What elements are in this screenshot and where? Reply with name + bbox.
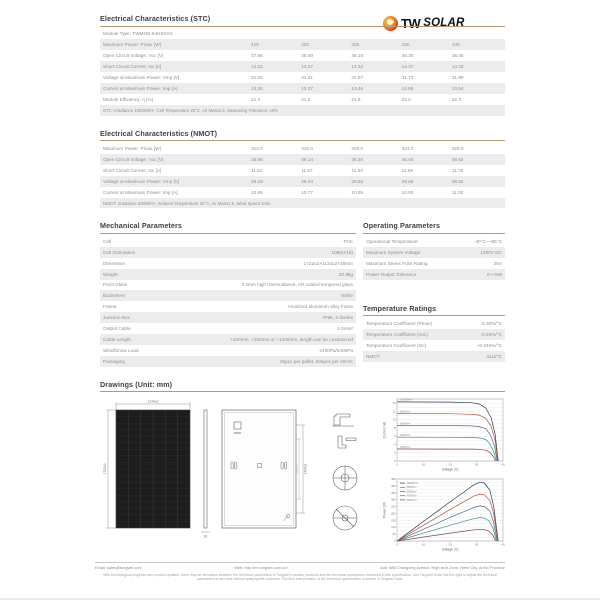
table-row: NMOT: Irradiance 800W/m², Ambient Temperature 20°C, Air Mass1.5, Wind Speed 1m/s — [100, 198, 505, 209]
section-title-drawings: Drawings (Unit: mm) — [100, 380, 505, 393]
table-row: Temperature Coefficient (Voc) -0.25%/°C — [363, 329, 505, 340]
technical-drawing — [100, 396, 378, 548]
svg-text:1000W/m²: 1000W/m² — [400, 398, 412, 402]
svg-text:1000W/m²: 1000W/m² — [406, 482, 419, 486]
svg-text:10: 10 — [421, 462, 426, 467]
table-row: Weight 20.9kg — [100, 269, 356, 280]
svg-text:30: 30 — [474, 462, 479, 467]
brand-name: TW — [401, 15, 421, 31]
svg-text:Voltage (V): Voltage (V) — [441, 467, 459, 472]
svg-text:400W/m²: 400W/m² — [406, 494, 417, 498]
footer-email: Email: sales@tongwei.com — [95, 565, 142, 570]
table-row: Output Cable 4.0mm² — [103, 326, 353, 332]
table-row: Open Circuit Voltage: Voc [V] 35.98 36.14 36.30 36.46 36.62 — [100, 154, 505, 165]
svg-text:10: 10 — [421, 542, 426, 547]
svg-text:40: 40 — [501, 462, 505, 467]
svg-text:250: 250 — [391, 504, 396, 509]
table-row: Packaging 36pcs per pallet, 936pcs per 40'HC — [100, 356, 356, 367]
svg-text:600W/m²: 600W/m² — [400, 422, 411, 426]
table-row: Power Output Tolerance 0~+5W — [363, 269, 505, 280]
side-view — [201, 410, 210, 539]
mechanical-table — [100, 236, 356, 367]
section-stc — [100, 14, 505, 116]
footer-disclaimer: With technological progress and product updates, there may be deviations between the technical parameters of Tongwei's module products and the technical parameters contained in this specification, and Tongwei Solar has the right to adjust the technical parameters at any time without notifying the customer. The final interpretation of the technical specification is vested in Tongwei Solar. — [103, 572, 497, 582]
section-drawings — [100, 380, 505, 553]
table-row: Module Efficiency: η [%] 21.3 21.5 21.8 22.0 22.3 — [103, 96, 461, 102]
table-row: Temperature Coefficient (Isc) +0.046%/°C — [366, 342, 502, 348]
section-nmot — [100, 129, 505, 209]
pv-curve-chart — [382, 476, 506, 552]
svg-text:30: 30 — [474, 542, 479, 547]
table-row: Open Circuit Voltage: Voc [V] 37.85 38.00 38.15 38.30 38.45 — [103, 53, 464, 59]
table-row: Maximum System Voltage 1500V DC — [363, 247, 505, 258]
table-row: Maximum Power: Pmax [W] 415 420 425 430 435 — [100, 39, 505, 50]
section-title-temperature: Temperature Ratings — [363, 304, 505, 317]
svg-text:10: 10 — [392, 417, 396, 422]
nmot-table — [100, 143, 505, 208]
svg-text:400W/m²: 400W/m² — [400, 434, 411, 438]
table-row: Cable Length +400mm, +200mm or +1200mm, length can be customized — [100, 334, 356, 345]
dim-front-height: 1722±2 — [103, 463, 107, 475]
section-operating — [363, 221, 505, 279]
table-row: Temperature Coefficient (Pmax) -0.30%/°C — [366, 320, 502, 326]
dim-hole-outer: 1400±1 — [303, 463, 308, 475]
section-title-mechanical: Mechanical Parameters — [100, 221, 356, 234]
table-row: STC: Irradiance 1000W/m², Cell Temperature 25°C, Air Mass1.5, Measuring Tolerance: ±3% — [100, 105, 505, 116]
svg-text:20: 20 — [448, 542, 452, 547]
svg-text:14: 14 — [392, 401, 396, 406]
dim-front-width: 1134±2 — [147, 399, 159, 404]
front-view — [116, 410, 190, 528]
table-row: Dimension 1722±2×1134±2×30mm — [103, 260, 353, 266]
table-row: NMOT 41±2°C — [363, 351, 505, 362]
table-row: Wind/Snow Load 2400Pa/5400Pa — [103, 347, 353, 353]
detail-views — [332, 414, 357, 530]
back-view — [222, 410, 308, 528]
section-title-operating: Operating Parameters — [363, 221, 505, 234]
table-row: Short Circuit Current: Isc [A] 14.22 14.27 14.32 14.37 14.42 — [100, 61, 505, 72]
iv-curve-chart — [382, 396, 506, 472]
table-row: Cell Orientation 108(6×18) — [100, 247, 356, 258]
svg-text:50: 50 — [392, 532, 396, 537]
svg-text:2: 2 — [394, 450, 396, 455]
table-row: Current at Maximum Power: Imp [A] 10.69 10.77 10.85 10.93 11.00 — [103, 189, 464, 195]
table-row: Maximum Power: Pmax [W] 312.0 316.0 320.0 324.0 328.0 — [103, 146, 464, 152]
svg-text:200W/m²: 200W/m² — [400, 445, 411, 449]
table-row: Junction Box IP68, 3 diodes — [100, 312, 356, 323]
svg-text:300: 300 — [391, 497, 396, 502]
svg-text:800W/m²: 800W/m² — [406, 486, 417, 490]
footer-web: Web: http://en.tongwei.com.cn/ — [234, 565, 288, 570]
section-title-nmot: Electrical Characteristics (NMOT) — [100, 129, 505, 142]
svg-text:Voltage (V): Voltage (V) — [441, 547, 459, 552]
svg-text:400: 400 — [391, 484, 396, 489]
footer-address: Add: 888 Changxing Avenue, High-tech Zone, Hefei City, Anhui Province — [380, 565, 505, 570]
table-row: Voltage at Maximum Power: Vmp [V] 31.25 31.41 31.57 31.73 31.89 — [103, 75, 464, 80]
section-temperature — [363, 304, 505, 362]
table-row: Operational Temperature -40°C~+85°C — [366, 238, 502, 244]
svg-text:40: 40 — [501, 542, 505, 547]
svg-text:6: 6 — [394, 434, 396, 439]
svg-text:100: 100 — [391, 525, 396, 530]
svg-text:12: 12 — [392, 409, 396, 414]
svg-text:0: 0 — [394, 539, 396, 544]
svg-text:0: 0 — [396, 462, 398, 467]
svg-text:200: 200 — [391, 511, 396, 516]
svg-text:200W/m²: 200W/m² — [406, 498, 417, 502]
section-title-stc: Electrical Characteristics (STC) — [100, 14, 505, 27]
svg-text:800W/m²: 800W/m² — [400, 410, 411, 414]
temperature-table — [363, 318, 505, 362]
svg-text:Current (A): Current (A) — [382, 421, 387, 439]
section-mechanical — [100, 221, 356, 366]
svg-text:20: 20 — [448, 462, 452, 467]
operating-table — [363, 236, 505, 280]
table-row: Cell TNC — [103, 238, 353, 244]
svg-text:150: 150 — [391, 518, 396, 523]
page-footer — [95, 562, 505, 582]
table-row: Current at Maximum Power: Imp [A] 13.28 13.37 13.46 13.55 13.64 — [100, 83, 505, 94]
table-row: Front Glass 3.2mm high transmittance, AR coated tempered glass — [103, 282, 353, 288]
svg-text:Power (W): Power (W) — [382, 502, 387, 519]
svg-text:0: 0 — [394, 459, 396, 464]
stc-table — [100, 29, 505, 116]
svg-text:4: 4 — [394, 442, 396, 447]
svg-text:450: 450 — [391, 477, 396, 482]
svg-text:600W/m²: 600W/m² — [406, 490, 417, 494]
dim-thickness: 30 — [203, 534, 208, 539]
table-row: Short Circuit Current: Isc [A] 11.51 11.57 11.63 11.69 11.75 — [103, 167, 464, 173]
dim-hole-inner: 1100±1 — [294, 464, 299, 474]
table-row: Voltage at Maximum Power: Vmp [V] 29.18 29.34 29.50 29.66 29.82 — [100, 176, 505, 187]
table-row: Backsheet White — [100, 290, 356, 301]
table-row: Maximum Series Fuse Rating 25A — [366, 260, 502, 266]
table-row: Frame Anodized aluminum alloy frame — [103, 304, 353, 310]
brand-name-solar: SOLAR — [423, 17, 465, 29]
table-row: Module Type: TWMND-54HSXXX — [103, 31, 173, 37]
svg-text:350: 350 — [391, 490, 396, 495]
svg-text:0: 0 — [396, 542, 398, 547]
svg-text:8: 8 — [394, 426, 396, 431]
